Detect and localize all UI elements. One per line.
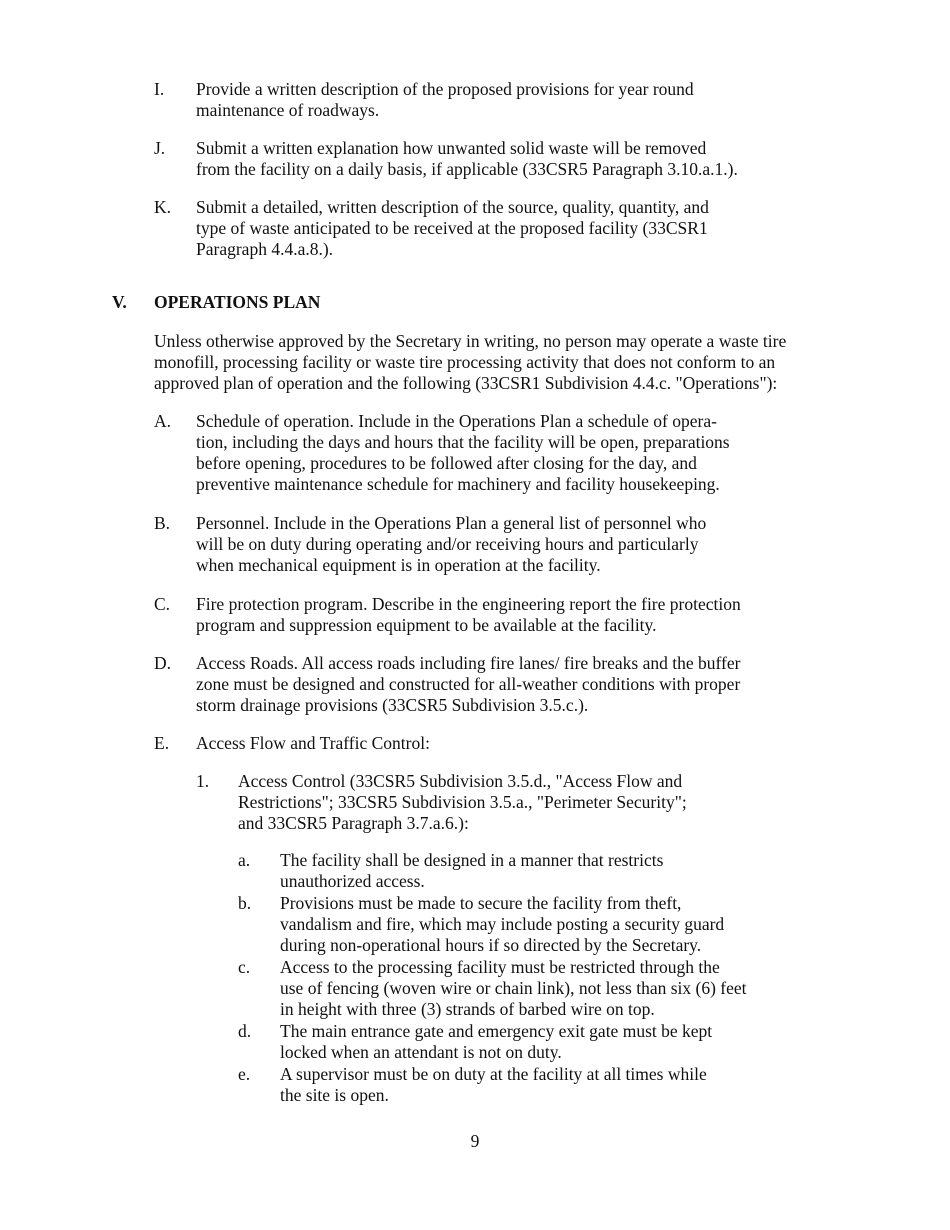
item-label: 1. [196,771,210,791]
item-label: b. [238,893,252,913]
item-label: a. [238,850,251,870]
page-number: 9 [470,1131,480,1151]
section-title: OPERATIONS PLAN [154,292,321,312]
item-text: Schedule of operation. Include in the Operations Plan a schedule of opera- tion, including the days and hours that the facility will be open, preparations before opening, procedures to be followed after closing for the day, and preventive maintenance schedule for machinery and facility housekeeping. [196,411,730,494]
item-text: Provide a written description of the proposed provisions for year round maintenance of roadways. [196,79,694,120]
item-text: Access Flow and Traffic Control: [196,733,430,753]
item-label: D. [154,653,172,673]
item-text: Access Roads. All access roads including fire lanes/ fire breaks and the buffer zone must be designed and constructed for all-weather conditions with proper storm drainage provisions (33CSR5 Subdivision 3.5.c.). [196,653,741,715]
item-label: c. [238,957,251,977]
item-text: Access Control (33CSR5 Subdivision 3.5.d., "Access Flow and Restrictions"; 33CSR5 Subdivision 3.5.a., "Perimeter Security"; and 33CSR5 Paragraph 3.7.a.6.): [238,771,687,833]
item-label: C. [154,594,171,614]
item-label: I. [154,79,165,99]
item-text: A supervisor must be on duty at the facility at all times while the site is open. [280,1064,707,1105]
item-text: Personnel. Include in the Operations Plan a general list of personnel who will be on duty during operating and/or receiving hours and particularly when mechanical equipment is in operation at the facility. [196,513,707,575]
item-label: e. [238,1064,251,1084]
item-text: The facility shall be designed in a manner that restricts unauthorized access. [280,850,664,891]
section-intro: Unless otherwise approved by the Secretary in writing, no person may operate a waste tire monofill, processing facility or waste tire processing activity that does not conform to an approved plan of operation and the following (33CSR1 Subdivision 4.4.c. "Operations"): [154,331,787,393]
item-label: K. [154,197,172,217]
item-label: J. [154,138,166,158]
item-label: d. [238,1021,252,1041]
item-text: Fire protection program. Describe in the engineering report the fire protection program and suppression equipment to be available at the facility. [196,594,741,635]
item-label: A. [154,411,172,431]
section-number: V. [112,292,127,312]
item-text: Submit a detailed, written description of the source, quality, quantity, and type of waste anticipated to be received at the proposed facility (33CSR1 Paragraph 4.4.a.8.). [196,197,709,259]
item-text: The main entrance gate and emergency exit gate must be kept locked when an attendant is not on duty. [280,1021,713,1062]
item-text: Submit a written explanation how unwanted solid waste will be removed from the facility on a daily basis, if applicable (33CSR5 Paragraph 3.10.a.1.). [196,138,738,179]
item-label: B. [154,513,171,533]
item-label: E. [154,733,170,753]
item-text: Provisions must be made to secure the facility from theft, vandalism and fire, which may include posting a security guard during non-operational hours if so directed by the Secretary. [280,893,725,955]
item-text: Access to the processing facility must be restricted through the use of fencing (woven wire or chain link), not less than six (6) feet in height with three (3) strands of barbed wire on top. [280,957,747,1019]
